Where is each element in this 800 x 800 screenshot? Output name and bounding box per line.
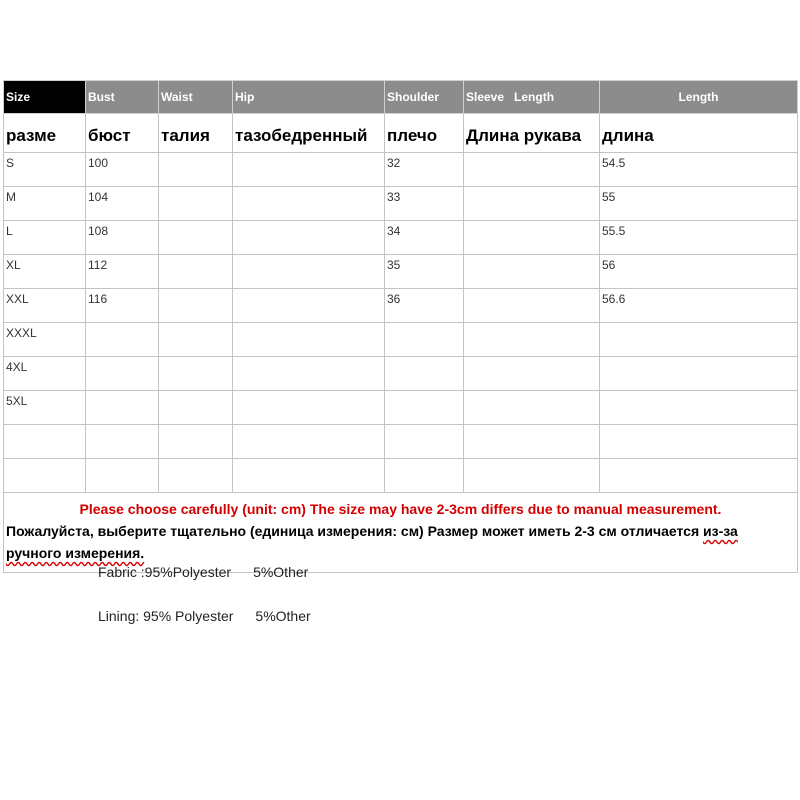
cell-length (600, 357, 798, 391)
cell-waist (159, 221, 233, 255)
cell-size: XXXL (4, 323, 86, 357)
cell-length: 55 (600, 187, 798, 221)
header-length: Length (600, 81, 798, 114)
header-ru-bust: бюст (86, 114, 159, 153)
note-russian-part1: Пожалуйста, выберите тщательно (единица измерения: см) Размер может иметь 2-3 см отличается (6, 523, 704, 539)
cell-shoulder: 36 (385, 289, 464, 323)
cell-waist (159, 391, 233, 425)
cell-length (600, 323, 798, 357)
cell-length (600, 391, 798, 425)
cell-waist (159, 357, 233, 391)
cell-shoulder: 34 (385, 221, 464, 255)
cell-length: 56 (600, 255, 798, 289)
cell-waist (159, 425, 233, 459)
cell-bust (86, 357, 159, 391)
cell-shoulder: 33 (385, 187, 464, 221)
header-row (4, 81, 798, 114)
cell-shoulder (385, 425, 464, 459)
header-waist: Waist (159, 81, 233, 114)
cell-length: 56.6 (600, 289, 798, 323)
table-row (4, 221, 798, 255)
header-sleeve-length: Sleeve Length (464, 81, 600, 114)
cell-length: 54.5 (600, 153, 798, 187)
cell-shoulder: 32 (385, 153, 464, 187)
cell-sleeve-length (464, 289, 600, 323)
table-row (4, 425, 798, 459)
cell-size: S (4, 153, 86, 187)
header-ru-hip: тазобедренный (233, 114, 385, 153)
table-row (4, 153, 798, 187)
table-row (4, 357, 798, 391)
cell-sleeve-length (464, 153, 600, 187)
cell-sleeve-length (464, 187, 600, 221)
cell-sleeve-length (464, 323, 600, 357)
cell-waist (159, 187, 233, 221)
cell-size: M (4, 187, 86, 221)
cell-hip (233, 459, 385, 493)
table-row (4, 391, 798, 425)
header-size: Size (4, 81, 86, 114)
cell-shoulder (385, 357, 464, 391)
note-cell (4, 493, 798, 573)
cell-size (4, 425, 86, 459)
cell-hip (233, 221, 385, 255)
cell-shoulder (385, 323, 464, 357)
header-ru-sleeve-length: Длина рукава (464, 114, 600, 153)
note-english: Please choose carefully (unit: cm) The size may have 2-3cm differs due to manual measurement. (79, 501, 722, 517)
table-row (4, 289, 798, 323)
table-row (4, 323, 798, 357)
cell-hip (233, 323, 385, 357)
header-bust: Bust (86, 81, 159, 114)
cell-bust: 108 (86, 221, 159, 255)
cell-sleeve-length (464, 391, 600, 425)
header-ru-shoulder: плечо (385, 114, 464, 153)
cell-hip (233, 187, 385, 221)
cell-shoulder (385, 459, 464, 493)
size-chart-table (3, 80, 798, 573)
note-row (4, 493, 798, 573)
cell-bust: 104 (86, 187, 159, 221)
cell-size: 5XL (4, 391, 86, 425)
cell-sleeve-length (464, 459, 600, 493)
header-ru-waist: талия (159, 114, 233, 153)
cell-length (600, 425, 798, 459)
cell-shoulder (385, 391, 464, 425)
note-russian (6, 520, 795, 564)
cell-hip (233, 425, 385, 459)
header-ru-length: длина (600, 114, 798, 153)
cell-hip (233, 153, 385, 187)
cell-sleeve-length (464, 425, 600, 459)
table-row (4, 255, 798, 289)
cell-waist (159, 289, 233, 323)
header-shoulder: Shoulder (385, 81, 464, 114)
lining-other: 5%Other (255, 608, 311, 624)
cell-size: L (4, 221, 86, 255)
cell-waist (159, 153, 233, 187)
table-row (4, 187, 798, 221)
cell-shoulder: 35 (385, 255, 464, 289)
cell-size: XL (4, 255, 86, 289)
cell-bust (86, 323, 159, 357)
cell-size (4, 459, 86, 493)
cell-length: 55.5 (600, 221, 798, 255)
cell-sleeve-length (464, 255, 600, 289)
cell-size: 4XL (4, 357, 86, 391)
cell-bust (86, 425, 159, 459)
fabric-other: 5%Other (253, 564, 309, 580)
cell-bust: 112 (86, 255, 159, 289)
cell-length (600, 459, 798, 493)
lining-composition (98, 608, 311, 624)
header-ru-size: разме (4, 114, 86, 153)
fabric-composition (98, 564, 308, 580)
cell-sleeve-length (464, 357, 600, 391)
note-russian-part2: из-за ручного измерения. (6, 523, 738, 561)
cell-hip (233, 391, 385, 425)
cell-waist (159, 459, 233, 493)
lining-label: Lining: 95% Polyester (98, 608, 234, 624)
cell-hip (233, 255, 385, 289)
cell-hip (233, 357, 385, 391)
header-hip: Hip (233, 81, 385, 114)
fabric-label: Fabric :95%Polyester (98, 564, 232, 580)
cell-bust (86, 391, 159, 425)
cell-bust (86, 459, 159, 493)
cell-sleeve-length (464, 221, 600, 255)
cell-waist (159, 255, 233, 289)
cell-bust: 116 (86, 289, 159, 323)
cell-size: XXL (4, 289, 86, 323)
cell-waist (159, 323, 233, 357)
header-row-russian (4, 114, 798, 153)
cell-bust: 100 (86, 153, 159, 187)
table-row (4, 459, 798, 493)
cell-hip (233, 289, 385, 323)
